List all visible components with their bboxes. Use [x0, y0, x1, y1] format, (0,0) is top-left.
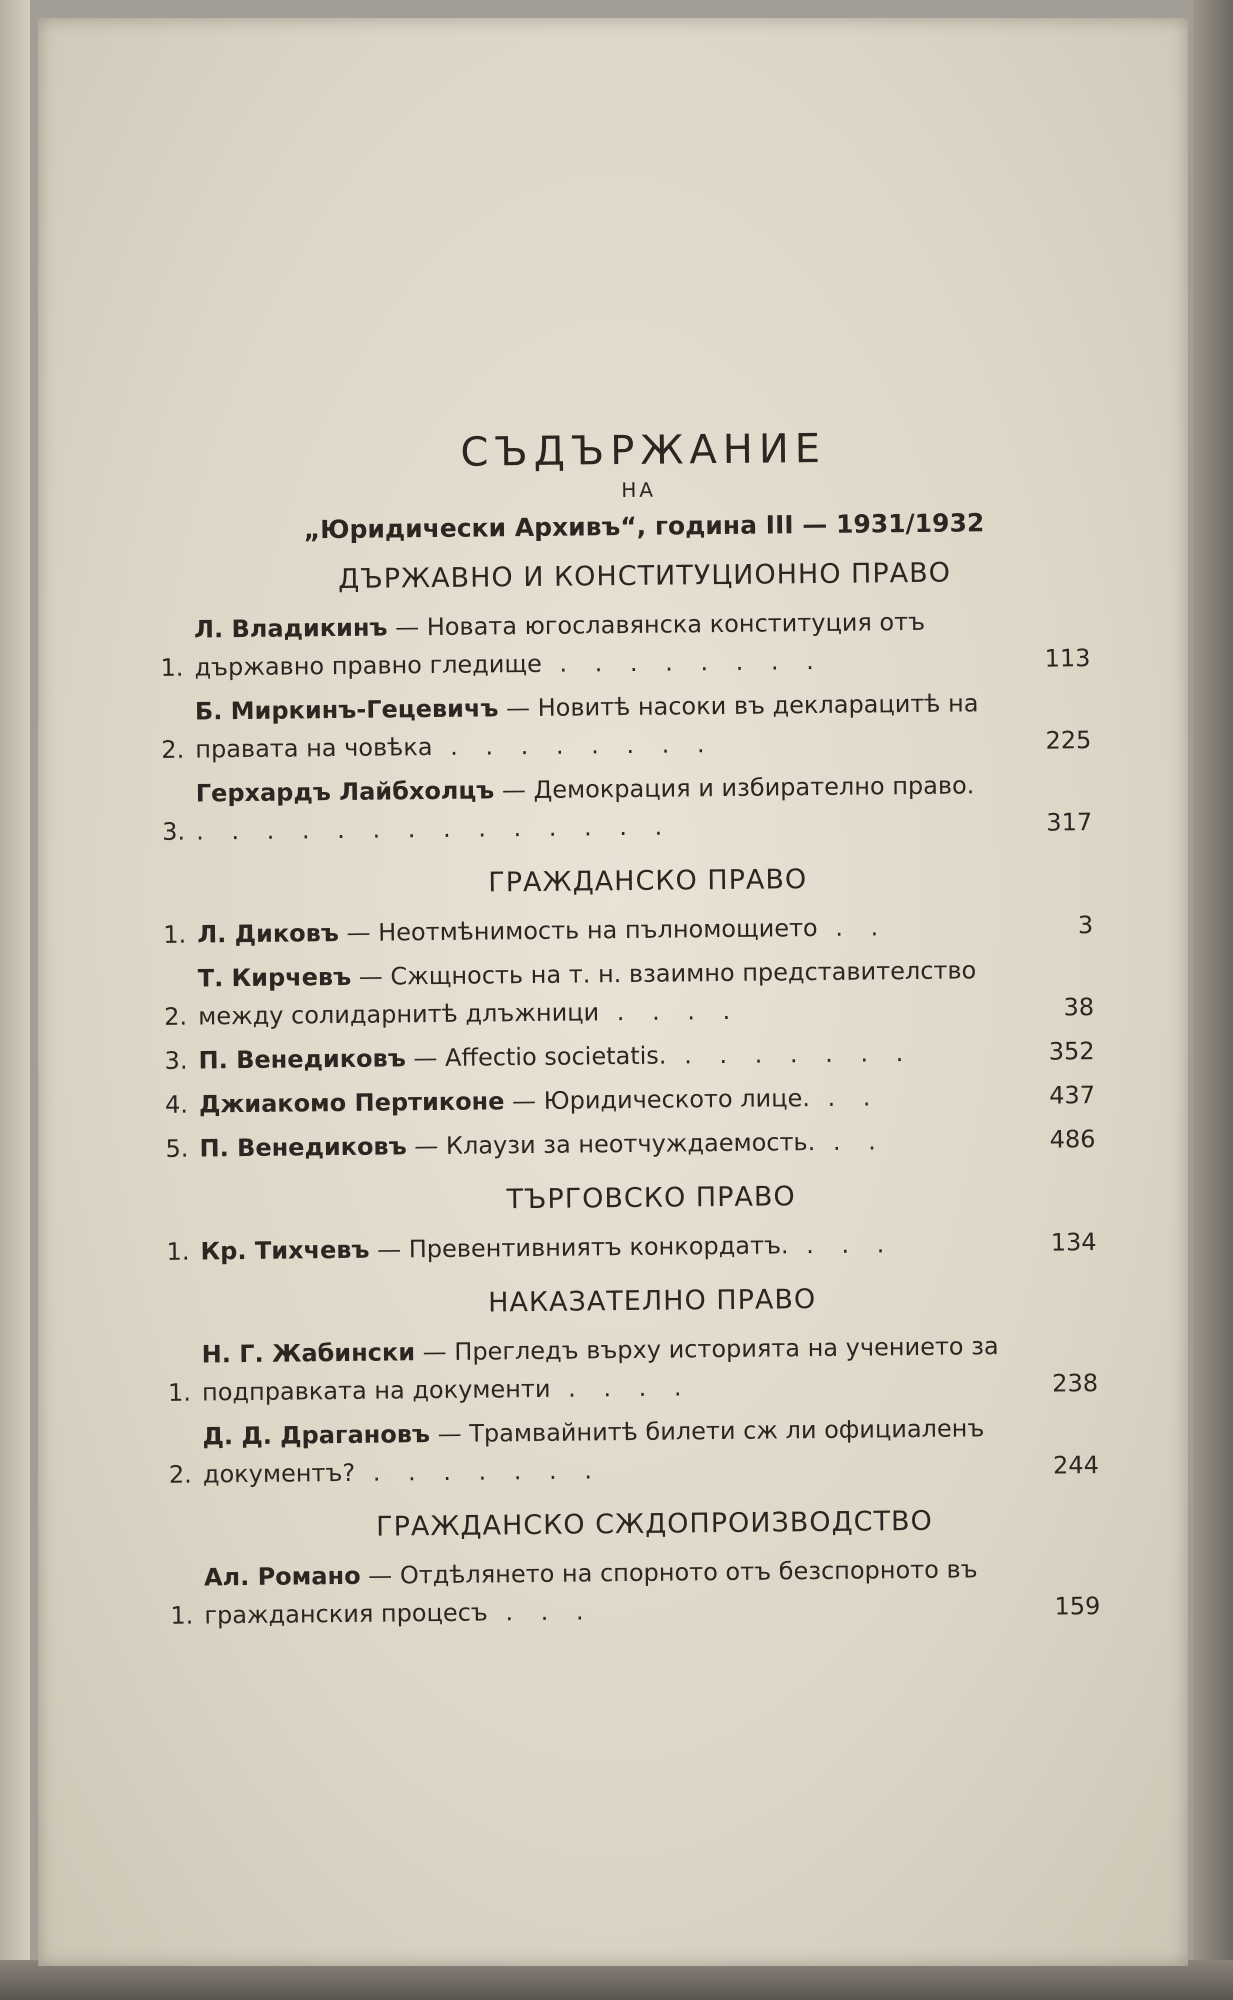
leader-dots: . . . . [599, 996, 741, 1027]
entry-title: — Сжщность на т. н. взаимно представителство между солидарнитѣ длъжници [197, 956, 977, 1031]
entry-author: П. Венедиковъ [198, 1044, 406, 1075]
entry-page-number: 352 [1048, 1037, 1095, 1066]
toc-entry [162, 765, 1093, 851]
leader-dots: . . . . . . . . [541, 646, 824, 678]
entry-number: 2. [168, 1460, 192, 1489]
toc-entry [160, 601, 1091, 687]
entry-title: — Демокрация и избирателно право. [494, 771, 975, 805]
entry-page-number: 38 [1063, 993, 1095, 1022]
entry-number: 1. [163, 920, 187, 949]
toc-entry [168, 1408, 1099, 1494]
leader-dots: . . [809, 1083, 881, 1113]
entry-number: 1. [167, 1378, 192, 1407]
toc-title: СЪДЪРЖАНИЕ [460, 425, 827, 476]
toc-entry [163, 906, 1093, 954]
entry-title: — Клаузи за неотчуждаемость. [406, 1128, 816, 1161]
entry-author: Л. Диковъ [197, 919, 340, 949]
leader-dots: . . . . . . . . [432, 730, 715, 762]
entry-text [199, 1077, 1035, 1124]
entry-title: — Превентивниятъ конкордатъ. [369, 1231, 789, 1264]
leader-dots: . . . [788, 1230, 895, 1260]
entry-page-number: 437 [1049, 1081, 1096, 1110]
entry-author: Джиакомо Пертиконе [198, 1087, 505, 1119]
entry-page-number: 486 [1049, 1125, 1096, 1154]
toc-entry [165, 1120, 1095, 1168]
entry-title: — Affectio societatis. [405, 1041, 667, 1073]
section-heading: ГРАЖДАНСКО СЖДОПРОИЗВОДСТВО [376, 1505, 933, 1543]
entry-number: 4. [164, 1090, 189, 1119]
entry-text [196, 766, 1033, 851]
entry-title: — Прегледъ върху историята на учението за подправката на документи [201, 1332, 999, 1407]
toc-entry [166, 1223, 1096, 1271]
entry-number: 2. [161, 735, 185, 764]
entry-author: Кр. Тихчевъ [200, 1235, 370, 1266]
leader-dots: . . . . . . . [354, 1456, 603, 1487]
entry-page-number: 134 [1050, 1228, 1097, 1257]
entry-title: — Юридическото лице. [504, 1084, 811, 1116]
section-heading: ТЪРГОВСКО ПРАВО [506, 1181, 796, 1216]
toc-entry [170, 1549, 1101, 1635]
leader-dots: . . . . . . . [666, 1038, 914, 1070]
entry-page-number: 159 [1054, 1592, 1101, 1621]
entry-page-number: 225 [1045, 726, 1092, 755]
entry-number: 3. [162, 817, 186, 846]
entry-author: Н. Г. Жабински [201, 1338, 416, 1369]
entry-text [201, 1327, 1038, 1412]
entry-number: 1. [166, 1237, 190, 1266]
toc-entry [161, 683, 1092, 769]
section-heading: ГРАЖДАНСКО ПРАВО [488, 864, 808, 899]
entry-title: — Новата югославянска конституция отъ държавно правно гледище [194, 607, 926, 682]
entry-author: П. Венедиковъ [199, 1132, 407, 1163]
entry-author: Т. Кирчевъ [197, 962, 352, 993]
leader-dots: . . . [487, 1597, 594, 1627]
leader-dots: . . . . . . . . . . . . . . [196, 812, 673, 846]
journal-title: „Юридически Архивъ“, година III — 1931/1932 [303, 508, 985, 545]
leader-dots: . . [817, 913, 889, 942]
entry-page-number: 244 [1052, 1451, 1100, 1480]
entry-number: 1. [170, 1601, 194, 1630]
entry-text [195, 684, 1032, 769]
section-heading: ДЪРЖАВНО И КОНСТИТУЦИОННО ПРАВО [338, 557, 952, 595]
entry-page-number: 238 [1052, 1369, 1099, 1398]
section-heading: НАКАЗАТЕЛНО ПРАВО [487, 1284, 817, 1319]
entry-title: — Трамвайнитѣ билети сж ли официаленъ документъ? [202, 1414, 985, 1489]
toc-preposition: НА [621, 477, 657, 503]
leader-dots: . . [815, 1127, 886, 1157]
toc-entry [167, 1326, 1098, 1412]
entry-title: — Отдѣлянето на спорното отъ безспорното въ гражданския процесъ [204, 1555, 978, 1630]
entry-page-number: 113 [1044, 644, 1091, 673]
entry-text [194, 602, 1031, 687]
toc-entry [164, 1032, 1094, 1080]
entry-number: 2. [163, 1002, 188, 1031]
toc-sections [159, 556, 1100, 1635]
entry-text [197, 907, 1033, 954]
entry-number: 1. [160, 653, 184, 682]
toc-entry [164, 950, 1095, 1036]
leader-dots: . . . . [550, 1373, 692, 1403]
toc-entry [165, 1076, 1095, 1124]
entry-text [202, 1409, 1039, 1494]
table-of-contents [158, 423, 1101, 1641]
page-edge-left [0, 0, 30, 2000]
entry-author: Д. Д. Драгановъ [202, 1420, 431, 1451]
entry-author: Ал. Романо [203, 1561, 361, 1592]
book-binding [1193, 0, 1233, 2000]
entry-text [198, 1033, 1034, 1080]
entry-text [200, 1224, 1036, 1271]
entry-page-number: 317 [1046, 808, 1093, 837]
entry-text [198, 951, 1035, 1036]
entry-number: 5. [165, 1134, 189, 1163]
entry-author: Б. Миркинъ-Гецевичъ [194, 694, 499, 726]
book-page [38, 18, 1188, 1966]
entry-number: 3. [164, 1046, 188, 1075]
entry-page-number: 3 [1077, 911, 1094, 940]
entry-title: — Неотмѣнимость на пълномощието [338, 913, 818, 948]
entry-author: Герхардъ Лайбхолцъ [195, 776, 495, 808]
entry-text [204, 1550, 1041, 1635]
entry-title: — Новитѣ насоки въ декларацитѣ на правата на човѣка [195, 689, 979, 764]
book-cover-bottom [0, 1960, 1233, 2000]
entry-text [199, 1121, 1035, 1168]
entry-author: Л. Владикинъ [193, 613, 388, 644]
